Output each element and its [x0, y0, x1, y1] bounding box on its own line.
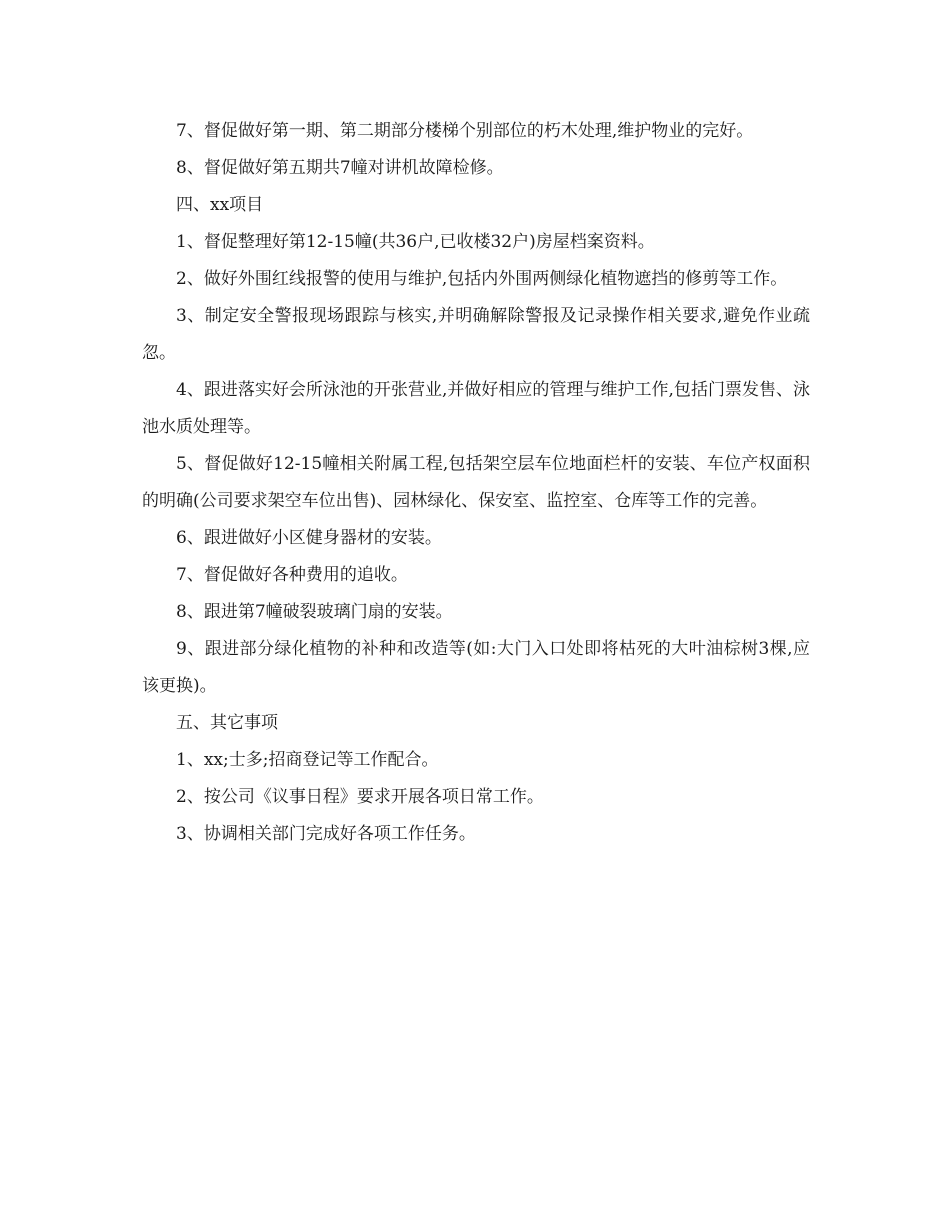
paragraph-8-glass-door: 8、跟进第7幢破裂玻璃门扇的安装。 — [176, 602, 453, 622]
section-heading-4: 四、xx项目 — [176, 195, 264, 215]
paragraph-6-fitness: 6、跟进做好小区健身器材的安装。 — [176, 528, 442, 548]
paragraph-7-stair-wood: 7、督促做好第一期、第二期部分楼梯个别部位的朽木处理,维护物业的完好。 — [176, 121, 754, 141]
paragraph-8-intercom: 8、督促做好第五期共7幢对讲机故障检修。 — [176, 158, 504, 178]
paragraph-7-fees: 7、督促做好各种费用的追收。 — [176, 565, 408, 585]
paragraph-9-plants: 9、跟进部分绿化植物的补种和改造等(如:大门入口处即将枯死的大叶油棕树3棵,应该更换)。 — [142, 639, 810, 696]
paragraph-2-agenda: 2、按公司《议事日程》要求开展各项日常工作。 — [176, 787, 544, 807]
paragraph-3-security: 3、制定安全警报现场跟踪与核实,并明确解除警报及记录操作相关要求,避免作业疏忽。 — [142, 306, 810, 363]
paragraph-2-alarm: 2、做好外围红线报警的使用与维护,包括内外围两侧绿化植物遮挡的修剪等工作。 — [176, 269, 788, 289]
document-body — [142, 113, 810, 853]
paragraph-3-coordination: 3、协调相关部门完成好各项工作任务。 — [176, 824, 476, 844]
paragraph-1-archives: 1、督促整理好第12-15幢(共36户,已收楼32户)房屋档案资料。 — [176, 232, 655, 252]
paragraph-4-pool: 4、跟进落实好会所泳池的开张营业,并做好相应的管理与维护工作,包括门票发售、泳池水质处理等。 — [142, 380, 810, 437]
paragraph-1-registration: 1、xx;士多;招商登记等工作配合。 — [176, 750, 439, 770]
section-heading-5: 五、其它事项 — [176, 713, 278, 733]
paragraph-5-ancillary: 5、督促做好12-15幢相关附属工程,包括架空层车位地面栏杆的安装、车位产权面积的明确(公司要求架空车位出售)、园林绿化、保安室、监控室、仓库等工作的完善。 — [142, 454, 810, 511]
